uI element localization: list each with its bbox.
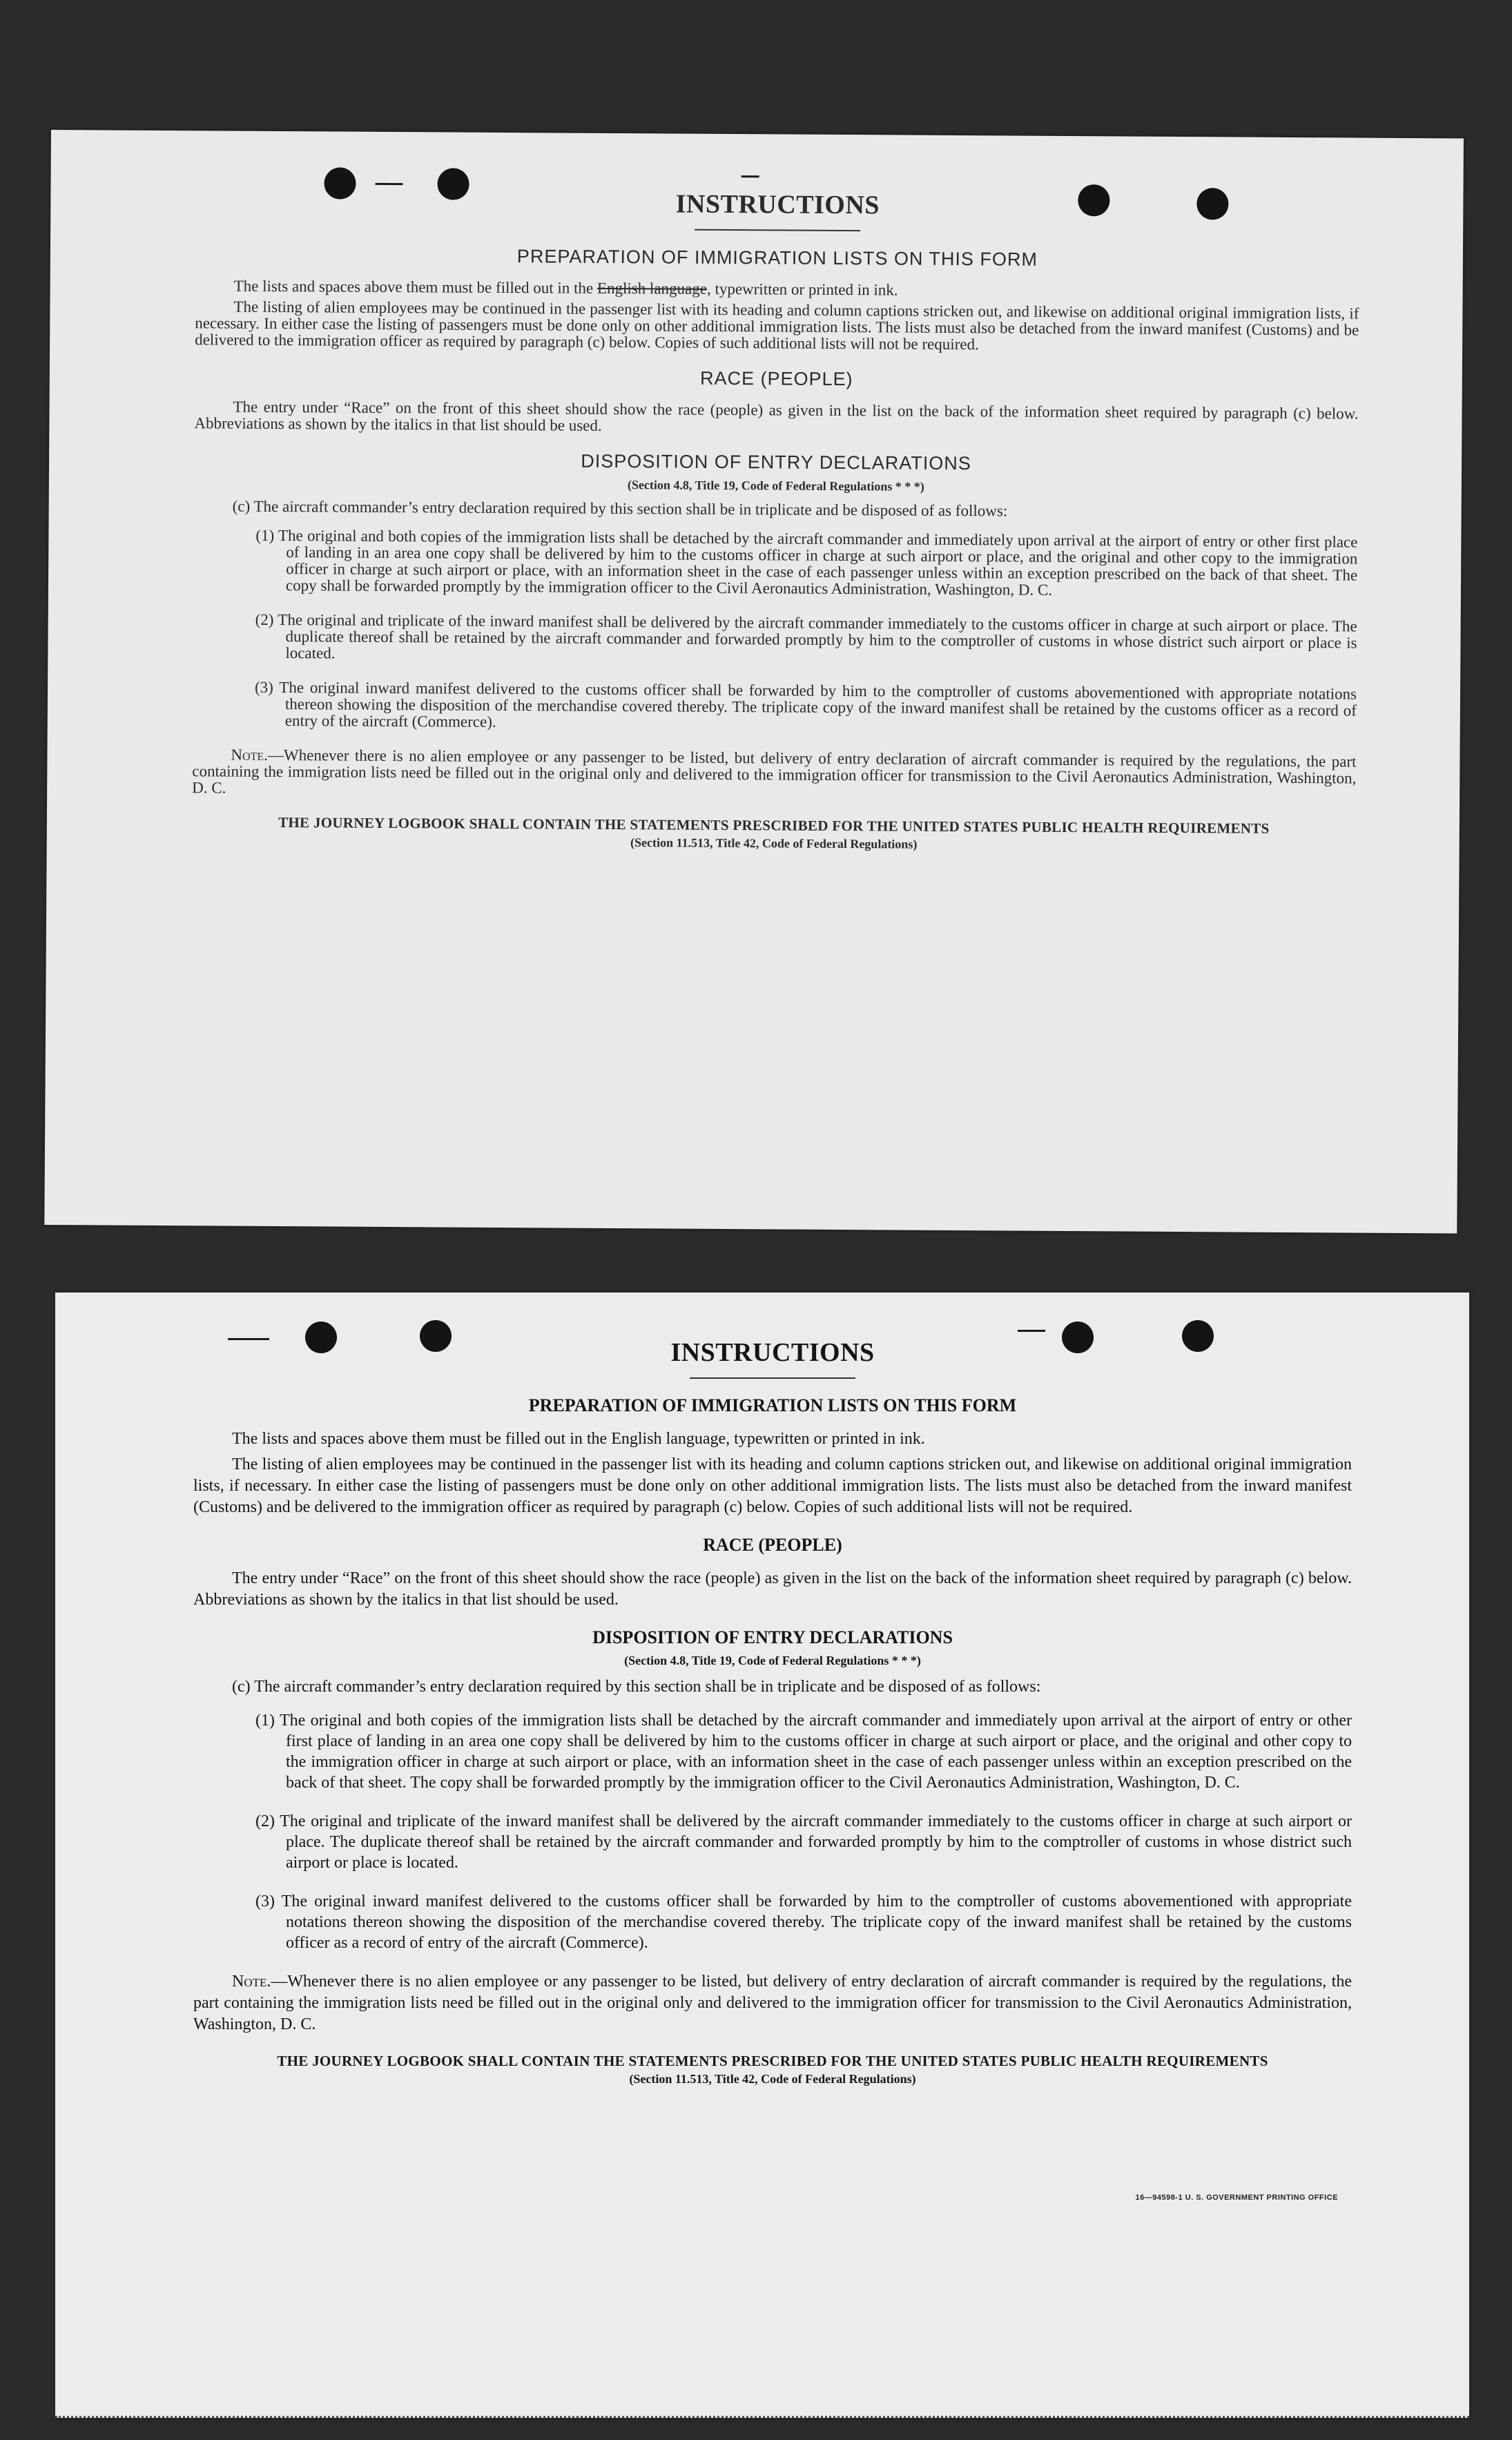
prep-paragraph-2: The listing of alien employees may be continued in the passenger list with its heading and column captions stricken out, and likewise on additional original immigration lists, if necessary. In either case the listing of passengers must be done only on other additional immigration lists. The lists must also be detached from the inward manifest (Customs) and be delivered to the immigration officer as required by paragraph (c) below. Copies of such additional lists will not be required. xyxy=(195,298,1359,354)
race-paragraph: The entry under “Race” on the front of this sheet should show the race (people) as given in the list on the back of the information sheet required by paragraph (c) below. Abbreviations as shown by the italics in that list should be used. xyxy=(194,398,1359,434)
page-title: INSTRUCTIONS xyxy=(675,189,880,220)
title-divider xyxy=(695,229,860,231)
race-paragraph: The entry under “Race” on the front of this sheet should show the race (people) as given in the list on the back of the information sheet required by paragraph (c) below. Abbreviations as shown by the italics in that list should be used. xyxy=(193,1569,1352,1609)
disposition-heading: DISPOSITION OF ENTRY DECLARATIONS xyxy=(592,1627,953,1647)
disposition-item-1: (1) The original and both copies of the immigration lists shall be detached by the aircraft commander and immediately upon arrival at the airport of entry or other first place of landing in an area one copy shall be delivered by him to the customs officer in charge at such airport or place, and the original and other copy to the immigration officer in charge at such airport or place, with an information sheet in the case of each passenger unless within an exception prescribed on the back of that sheet. The copy shall be forwarded promptly by the immigration officer to the Civil Aeronautics Administration, Washington, D. C. xyxy=(255,1712,1352,1792)
page-title: INSTRUCTIONS xyxy=(670,1338,875,1367)
prep-paragraph-1: The lists and spaces above them must be filled out in the English language, typewritten or printed in ink. xyxy=(233,277,898,299)
disposition-intro: (c) The aircraft commander’s entry declaration required by this section shall be in triplicate and be disposed of as follows: xyxy=(232,1678,1041,1696)
disposition-item-1: (1) The original and both copies of the immigration lists shall be detached by the aircraft commander and immediately upon arrival at the airport of entry or other first place of landing in an area one copy shall be delivered by him to the customs officer in charge at such airport or place, and the original and other copy to the immigration officer in charge at such airport or place, with an information sheet in the case of each passenger unless within an exception prescribed on the back of that sheet. The copy shall be forwarded promptly by the immigration officer to the Civil Aeronautics Administration, Washington, D. C. xyxy=(255,526,1358,599)
bottom-sheet-text xyxy=(55,1337,1469,2086)
race-heading: RACE (PEOPLE) xyxy=(703,1535,842,1555)
disposition-citation: (Section 4.8, Title 19, Code of Federal Regulations * * *) xyxy=(624,1654,921,1667)
logbook-citation: (Section 11.513, Title 42, Code of Federal Regulations) xyxy=(630,835,918,851)
disposition-item-3: (3) The original inward manifest delivered to the customs officer shall be forwarded by him to the comptroller of customs abovementioned with appropriate notations thereon showing the disposition of the merchandise covered thereby. The triplicate copy of the inward manifest shall be retained by the customs officer as a record of entry of the aircraft (Commerce). xyxy=(255,1892,1352,1952)
disposition-item-3: (3) The original inward manifest delivered to the customs officer shall be forwarded by him to the comptroller of customs abovementioned with appropriate notations thereon showing the disposition of the merchandise covered thereby. The triplicate copy of the inward manifest shall be retained by the customs officer as a record of entry of the aircraft (Commerce). xyxy=(254,678,1357,730)
disposition-intro: (c) The aircraft commander’s entry declaration required by this section shall be in triplicate and be disposed of as follows: xyxy=(232,497,1008,520)
prep-paragraph-1: The lists and spaces above them must be filled out in the English language, typewritten or printed in ink. xyxy=(232,1430,925,1448)
note-paragraph: Note.—Whenever there is no alien employee or any passenger to be listed, but delivery of entry declaration of aircraft commander is required by the regulations, the part containing the immigration lists need be filled out in the original only and delivered to the immigration officer for transmission to the Civil Aeronautics Administration, Washington, D. C. xyxy=(192,746,1357,797)
ink-mark xyxy=(742,175,759,177)
disposition-item-2: (2) The original and triplicate of the inward manifest shall be delivered by the aircraft commander immediately to the customs officer in charge at such airport or place. The duplicate thereof shall be retained by the aircraft commander and forwarded promptly by him to the comptroller of customs in whose district such airport or place is located. xyxy=(255,610,1357,662)
struck-text: English language xyxy=(597,279,708,298)
bottom-instruction-sheet xyxy=(55,1292,1469,2418)
disposition-citation: (Section 4.8, Title 19, Code of Federal Regulations * * *) xyxy=(627,478,924,494)
title-divider xyxy=(690,1377,855,1379)
logbook-citation: (Section 11.513, Title 42, Code of Federal Regulations) xyxy=(629,2072,916,2086)
prep-heading: PREPARATION OF IMMIGRATION LISTS ON THIS FORM xyxy=(528,1395,1017,1415)
prep-heading: PREPARATION OF IMMIGRATION LISTS ON THIS FORM xyxy=(516,246,1038,270)
printing-office-code: 16—94598-1 U. S. GOVERNMENT PRINTING OFFICE xyxy=(1135,2194,1338,2202)
disposition-heading: DISPOSITION OF ENTRY DECLARATIONS xyxy=(581,450,971,474)
ink-mark xyxy=(376,183,403,185)
top-sheet-text xyxy=(47,185,1464,855)
note-paragraph: Note.—Whenever there is no alien employee or any passenger to be listed, but delivery of entry declaration of aircraft commander is required by the regulations, the part containing the immigration lists need be filled out in the original only and delivered to the immigration officer for transmission to the Civil Aeronautics Administration, Washington, D. C. xyxy=(193,1973,1352,2033)
logbook-statement: THE JOURNEY LOGBOOK SHALL CONTAIN THE STATEMENTS PRESCRIBED FOR THE UNITED STATES PUBLIC HEALTH REQUIREMENTS xyxy=(278,814,1270,837)
prep-paragraph-2: The listing of alien employees may be continued in the passenger list with its heading and column captions stricken out, and likewise on additional original immigration lists, if necessary. In either case the listing of passengers must be done only on other additional immigration lists. The lists must also be detached from the inward manifest (Customs) and be delivered to the immigration officer as required by paragraph (c) below. Copies of such additional lists will not be required. xyxy=(193,1455,1352,1516)
logbook-statement: THE JOURNEY LOGBOOK SHALL CONTAIN THE STATEMENTS PRESCRIBED FOR THE UNITED STATES PUBLIC HEALTH REQUIREMENTS xyxy=(277,2053,1268,2069)
top-instruction-sheet xyxy=(44,130,1464,1233)
ink-mark xyxy=(1018,1330,1045,1332)
disposition-item-2: (2) The original and triplicate of the inward manifest shall be delivered by the aircraft commander immediately to the customs officer in charge at such airport or place. The duplicate thereof shall be retained by the aircraft commander and forwarded promptly by him to the comptroller of customs in whose district such airport or place is located. xyxy=(255,1812,1352,1872)
perforated-edge xyxy=(55,2412,1469,2418)
race-heading: RACE (PEOPLE) xyxy=(699,367,853,390)
